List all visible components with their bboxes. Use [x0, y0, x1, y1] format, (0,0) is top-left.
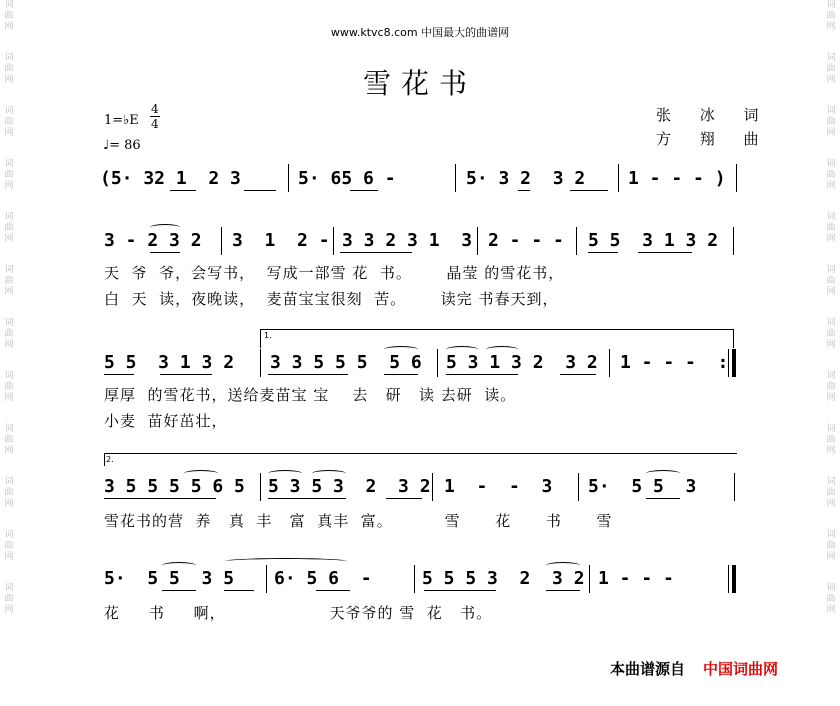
- time-signature-top: 4: [151, 102, 159, 116]
- watermark-char: 词: [4, 106, 14, 116]
- second-ending-number: 2.: [106, 455, 114, 464]
- measure: 3 5 5 5 5 6 5: [104, 476, 245, 497]
- underline-beam: [350, 190, 378, 191]
- tempo-marking: ♩= 86: [103, 138, 141, 153]
- watermark-char: 曲: [4, 117, 14, 127]
- watermark-char: 曲: [826, 64, 836, 74]
- watermark-gap: [824, 510, 838, 530]
- watermark-char: 曲: [826, 223, 836, 233]
- watermark-gap: [2, 510, 16, 530]
- watermark-gap: [2, 457, 16, 477]
- watermark-char: 词: [4, 477, 14, 487]
- underline-beam: [424, 590, 496, 591]
- watermark-char: 网: [4, 287, 14, 297]
- barline: [736, 164, 737, 192]
- watermark-char: 网: [826, 128, 836, 138]
- barline: [266, 565, 267, 593]
- underline-beam: [340, 252, 412, 253]
- watermark-char: 网: [4, 234, 14, 244]
- final-barline: [728, 565, 729, 593]
- watermark-gap: [824, 139, 838, 159]
- watermark-char: 曲: [4, 276, 14, 286]
- underline-beam: [570, 190, 608, 191]
- watermark-gap: [824, 563, 838, 583]
- watermark-char: 网: [826, 181, 836, 191]
- watermark-char: 曲: [826, 382, 836, 392]
- watermark-char: 曲: [4, 488, 14, 498]
- measure: 1 - - - ): [628, 168, 726, 189]
- watermark-char: 网: [826, 446, 836, 456]
- source-credit: [610, 658, 778, 679]
- left-watermark: [2, 0, 16, 706]
- underline-beam: [588, 252, 618, 253]
- measure: 1 - - 3: [444, 476, 553, 497]
- underline-beam: [104, 374, 134, 375]
- watermark-char: 词: [4, 424, 14, 434]
- underline-beam: [518, 190, 530, 191]
- site-url: www.ktvc8.com 中国最大的曲谱网: [330, 26, 510, 39]
- watermark-gap: [2, 616, 16, 636]
- underline-beam: [646, 498, 680, 499]
- final-barline-thick: [732, 565, 736, 593]
- barline: [221, 227, 222, 255]
- watermark-char: 网: [826, 75, 836, 85]
- measure: 1 - - -: [598, 568, 674, 589]
- watermark-gap: [824, 404, 838, 424]
- underline-beam: [384, 374, 418, 375]
- watermark-char: 词: [4, 318, 14, 328]
- source-label: 本曲谱源自: [610, 660, 686, 678]
- watermark-char: 网: [826, 552, 836, 562]
- underline-beam: [268, 374, 348, 375]
- watermark-char: 词: [826, 159, 836, 169]
- watermark-char: 词: [826, 53, 836, 63]
- measure: 3 - 2 3 2: [104, 230, 202, 251]
- lyrics-verse-2: 小麦 苗好茁壮，: [104, 412, 228, 430]
- time-signature-bottom: 4: [151, 117, 159, 131]
- watermark-gap: [2, 563, 16, 583]
- watermark-char: 网: [4, 393, 14, 403]
- composer: 方 翔 曲: [656, 130, 771, 148]
- underline-beam: [268, 498, 346, 499]
- measure: 5 3 1 3 2 3 2: [446, 352, 598, 373]
- watermark-gap: [824, 192, 838, 212]
- underline-beam: [162, 590, 196, 591]
- watermark-char: 曲: [826, 435, 836, 445]
- watermark-char: 曲: [826, 276, 836, 286]
- barline: [578, 473, 579, 501]
- underline-beam: [104, 498, 216, 499]
- lyrics-verse-1: 天 爷 爷，会写书， 写成一部雪 花 书。 晶莹 的雪花书，: [104, 264, 565, 282]
- watermark-gap: [2, 245, 16, 265]
- barline: [618, 164, 619, 192]
- slur: [150, 224, 180, 231]
- watermark-char: 曲: [4, 594, 14, 604]
- measure: 3 3 2 3 1 3: [342, 230, 473, 251]
- measure: 1 - - - :: [620, 352, 729, 373]
- watermark-char: 网: [4, 499, 14, 509]
- barline: [733, 227, 734, 255]
- slur: [184, 470, 218, 477]
- watermark-gap: [824, 245, 838, 265]
- watermark-char: 网: [826, 340, 836, 350]
- watermark-gap: [2, 139, 16, 159]
- watermark-char: 词: [4, 159, 14, 169]
- first-ending-number: 1.: [264, 331, 272, 340]
- watermark-char: 曲: [4, 329, 14, 339]
- barline: [437, 349, 438, 377]
- underline-beam: [560, 374, 596, 375]
- underline-beam: [150, 252, 180, 253]
- underline-beam: [244, 190, 276, 191]
- watermark-char: 曲: [826, 541, 836, 551]
- watermark-char: 词: [826, 371, 836, 381]
- measure: 5 5 3 1 3 2: [104, 352, 235, 373]
- watermark-char: 词: [4, 371, 14, 381]
- watermark-char: 网: [4, 340, 14, 350]
- measure: 3 1 2 -: [232, 230, 330, 251]
- watermark-char: 词: [826, 477, 836, 487]
- watermark-gap: [824, 616, 838, 636]
- slur: [384, 346, 418, 353]
- watermark-char: 曲: [4, 170, 14, 180]
- watermark-char: 网: [4, 22, 14, 32]
- lyrics: 雪花书的营 养 真 丰 富 真丰 富。 雪 花 书 雪: [104, 512, 613, 530]
- slur: [486, 346, 518, 353]
- watermark-char: 曲: [4, 435, 14, 445]
- barline: [609, 349, 610, 377]
- watermark-char: 曲: [826, 488, 836, 498]
- measure: 5· 65 6 -: [298, 168, 396, 189]
- watermark-char: 词: [826, 530, 836, 540]
- watermark-gap: [2, 351, 16, 371]
- watermark-gap: [824, 351, 838, 371]
- song-title: 雪花书: [362, 67, 477, 100]
- watermark-char: 曲: [826, 329, 836, 339]
- slur: [546, 562, 580, 569]
- watermark-char: 词: [826, 106, 836, 116]
- watermark-char: 网: [826, 22, 836, 32]
- watermark-char: 词: [4, 530, 14, 540]
- barline: [288, 164, 289, 192]
- barline: [260, 349, 261, 377]
- measure: 6· 5 6 -: [274, 568, 372, 589]
- measure: 5· 5 5 3: [588, 476, 697, 497]
- watermark-char: 网: [4, 75, 14, 85]
- underline-beam: [160, 374, 212, 375]
- underline-beam: [386, 498, 422, 499]
- watermark-char: 网: [826, 234, 836, 244]
- measure: 5 3 5 3 2 3 2: [268, 476, 431, 497]
- barline: [333, 227, 334, 255]
- underline-beam: [638, 252, 692, 253]
- measure: 5 5 5 3 2 3 2: [422, 568, 585, 589]
- watermark-char: 网: [4, 552, 14, 562]
- watermark-char: 词: [4, 53, 14, 63]
- watermark-char: 网: [826, 393, 836, 403]
- measure: 5· 5 5 3 5: [104, 568, 235, 589]
- watermark-char: 曲: [4, 11, 14, 21]
- measure: (5· 32 1 2 3: [100, 168, 241, 189]
- watermark-char: 词: [4, 583, 14, 593]
- barline: [734, 473, 735, 501]
- watermark-char: 词: [826, 318, 836, 328]
- underline-beam: [224, 590, 254, 591]
- slur: [646, 470, 680, 477]
- watermark-char: 曲: [4, 64, 14, 74]
- measure: 5· 3 2 3 2: [466, 168, 586, 189]
- watermark-char: 词: [826, 0, 836, 10]
- watermark-char: 网: [4, 605, 14, 615]
- underline-beam: [316, 590, 350, 591]
- watermark-gap: [2, 298, 16, 318]
- watermark-char: 曲: [826, 594, 836, 604]
- watermark-char: 网: [826, 499, 836, 509]
- barline: [432, 473, 433, 501]
- lyrics-verse-2: 白 天 读，夜晚读， 麦苗宝宝很刻 苦。 读完 书春天到，: [104, 290, 559, 308]
- watermark-char: 词: [826, 212, 836, 222]
- right-watermark: [824, 0, 838, 706]
- barline: [260, 473, 261, 501]
- key-signature: 1=♭E: [104, 113, 139, 128]
- slur: [268, 470, 302, 477]
- watermark-char: 词: [826, 265, 836, 275]
- barline: [455, 164, 456, 192]
- measure: 5 5 3 1 3 2: [588, 230, 719, 251]
- watermark-char: 曲: [4, 541, 14, 551]
- lyricist: 张 冰 词: [656, 106, 771, 124]
- watermark-gap: [824, 298, 838, 318]
- underline-beam: [446, 374, 518, 375]
- watermark-gap: [2, 404, 16, 424]
- underline-beam: [546, 590, 580, 591]
- barline: [576, 227, 577, 255]
- slur: [162, 562, 196, 569]
- lyrics-verse-1: 厚厚 的雪花书，送给麦苗宝 宝 去 研 读 去研 读。: [104, 386, 517, 404]
- watermark-char: 词: [4, 0, 14, 10]
- slur: [312, 470, 346, 477]
- barline: [589, 565, 590, 593]
- second-ending-bracket: [104, 453, 737, 466]
- watermark-char: 词: [4, 212, 14, 222]
- watermark-char: 网: [4, 446, 14, 456]
- watermark-gap: [2, 192, 16, 212]
- watermark-gap: [824, 457, 838, 477]
- repeat-end-barline: [732, 349, 736, 377]
- watermark-char: 网: [4, 181, 14, 191]
- measure: 2 - - -: [488, 230, 564, 251]
- slur: [446, 346, 478, 353]
- watermark-char: 网: [826, 287, 836, 297]
- lyrics: 花 书 啊， 天爷爷的 雪 花 书。: [104, 604, 493, 622]
- barline: [728, 349, 729, 377]
- watermark-char: 曲: [4, 382, 14, 392]
- watermark-char: 曲: [826, 117, 836, 127]
- watermark-char: 词: [4, 265, 14, 275]
- watermark-char: 曲: [4, 223, 14, 233]
- measure: 3 3 5 5 5 5 6: [270, 352, 422, 373]
- watermark-char: 曲: [826, 170, 836, 180]
- barline: [477, 227, 478, 255]
- underline-beam: [170, 190, 196, 191]
- source-site-link[interactable]: 中国词曲网: [703, 660, 779, 678]
- barline: [414, 565, 415, 593]
- slur: [224, 558, 348, 565]
- watermark-char: 网: [826, 605, 836, 615]
- watermark-char: 词: [826, 583, 836, 593]
- watermark-char: 词: [826, 424, 836, 434]
- watermark-char: 网: [4, 128, 14, 138]
- watermark-char: 曲: [826, 11, 836, 21]
